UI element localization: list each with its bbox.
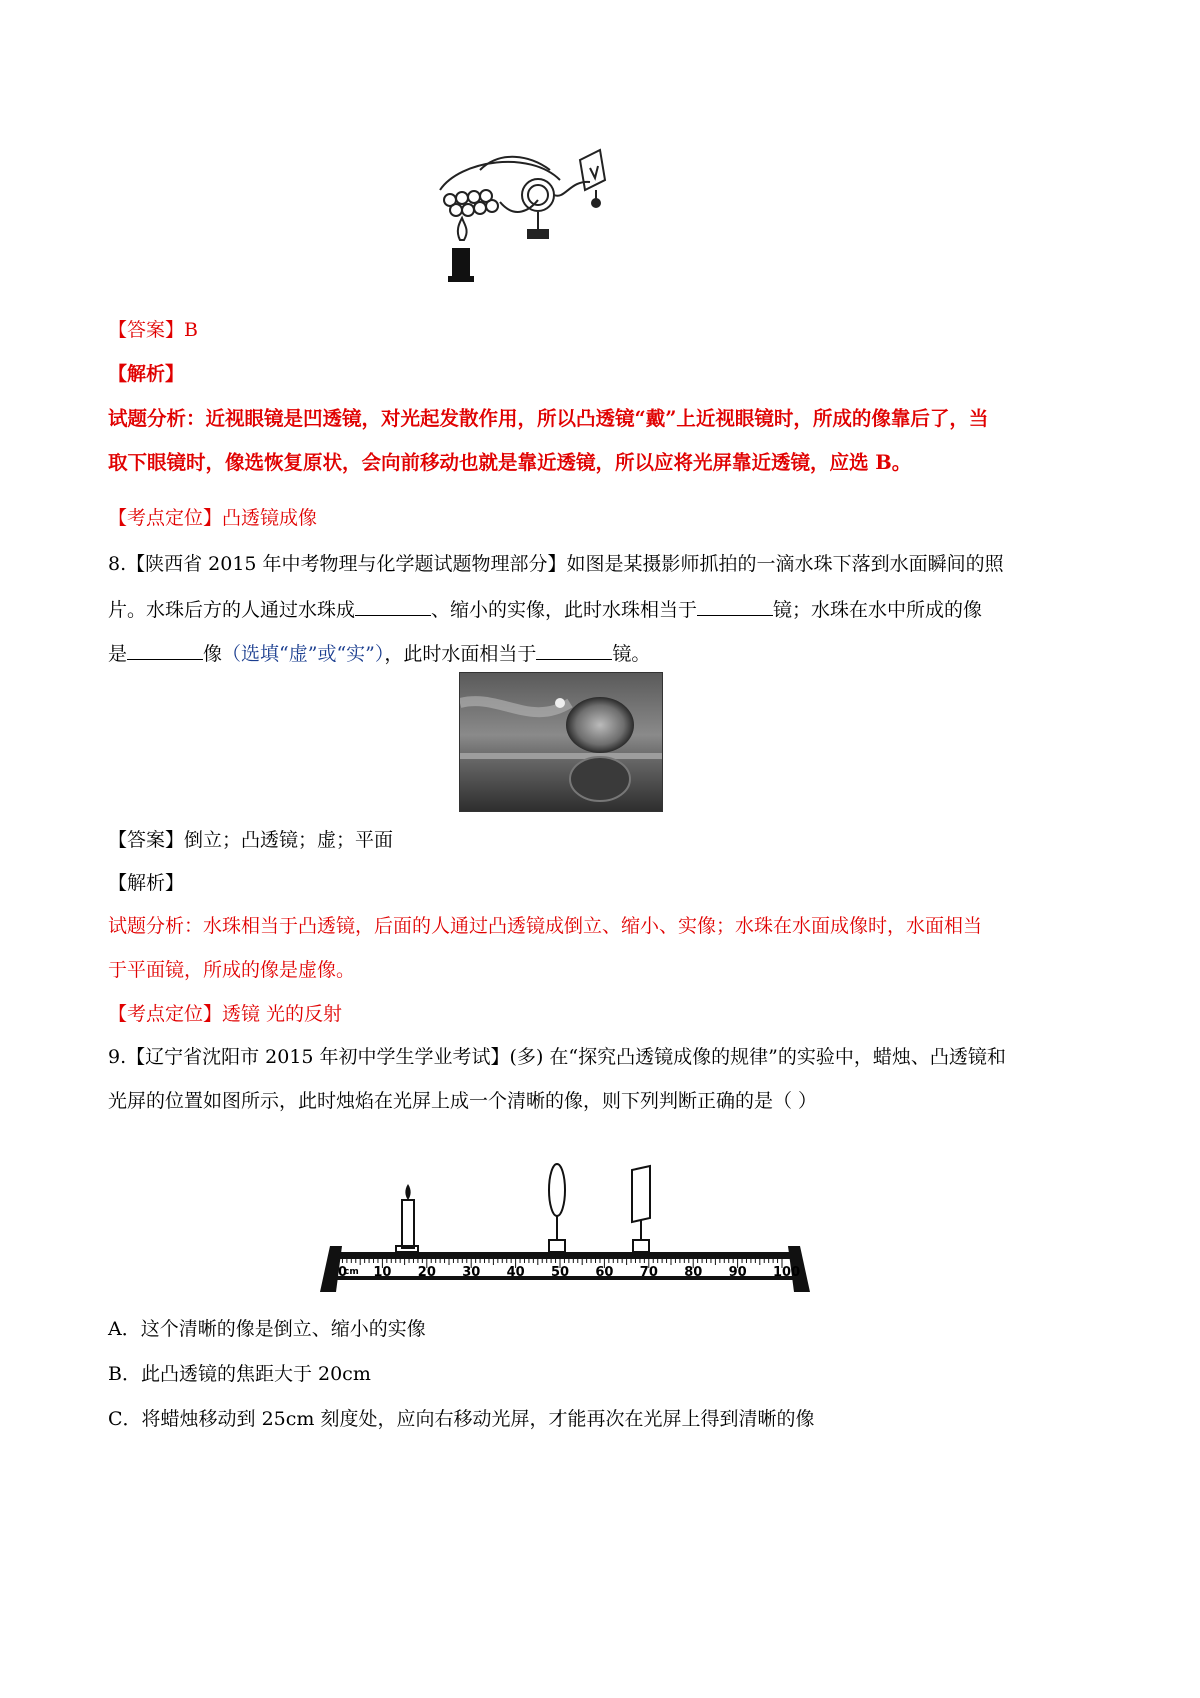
ruler-tick-label: 50	[551, 1265, 570, 1280]
ruler-tick-label: 70	[639, 1265, 658, 1280]
candle	[396, 1184, 418, 1252]
q8-text: 、缩小的实像，此时水珠相当于	[431, 599, 698, 621]
lens-experiment-sketch	[420, 140, 660, 300]
q7-analysis-line-1: 试题分析：近视眼镜是凹透镜，对光起发散作用，所以凸透镜“戴”上近视眼镜时，所成的像靠后了，当	[108, 407, 989, 430]
q8-text: 镜；水珠在水中所成的像	[773, 599, 983, 621]
q9-stem-line-1: 9.【辽宁省沈阳市 2015 年初中学生学业考试】(多) 在“探究凸透镜成像的规律”的实验中，蜡烛、凸透镜和	[108, 1046, 1006, 1068]
convex-lens	[549, 1164, 565, 1252]
q8-text: 是	[108, 643, 128, 665]
ruler-tick-label: 80	[684, 1265, 703, 1280]
optical-bench-diagram	[310, 1160, 820, 1300]
answer-blank	[697, 597, 773, 616]
water-droplet-photo	[459, 672, 663, 812]
q8-stem-line-3	[108, 640, 650, 668]
q8-analysis-line-2: 于平面镜，所成的像是虚像。	[108, 959, 356, 981]
answer-blank	[127, 641, 203, 660]
ruler-unit: cm	[344, 1267, 359, 1277]
q7-analysis-heading: 【解析】	[108, 363, 185, 385]
ruler-tick-label: 60	[595, 1265, 614, 1280]
q8-analysis-heading: 【解析】	[108, 872, 185, 894]
q7-analysis-line-2: 取下眼镜时，像选恢复原状，会向前移动也就是靠近透镜，所以应将光屏靠近透镜，应选 B。	[108, 451, 912, 474]
q9-stem-line-2: 光屏的位置如图所示，此时烛焰在光屏上成一个清晰的像，则下列判断正确的是（ ）	[108, 1090, 818, 1112]
q8-analysis-line-1: 试题分析：水珠相当于凸透镜，后面的人通过凸透镜成倒立、缩小、实像；水珠在水面成像时，水面相当	[108, 915, 983, 937]
q8-answer: 【答案】倒立；凸透镜；虚；平面	[108, 829, 394, 851]
ruler-tick-label: 0	[338, 1265, 348, 1280]
q9-option-a: A．这个清晰的像是倒立、缩小的实像	[108, 1318, 426, 1340]
answer-blank	[536, 641, 612, 660]
ruler-tick-label: 40	[506, 1265, 525, 1280]
ruler-tick-label: 20	[417, 1265, 436, 1280]
q9-option-c: C．将蜡烛移动到 25cm 刻度处，应向右移动光屏，才能再次在光屏上得到清晰的像	[108, 1408, 815, 1430]
answer-blank	[355, 597, 431, 616]
q8-text: 片。水珠后方的人通过水珠成	[108, 599, 356, 621]
q8-kaodian: 【考点定位】透镜 光的反射	[108, 1003, 343, 1025]
q8-text: 像	[203, 643, 223, 665]
q8-hint: （选填“虚”或“实”）	[222, 643, 385, 665]
q8-stem-line-2	[108, 596, 982, 624]
q7-answer: 【答案】B	[108, 319, 198, 341]
ruler-tick-label: 10	[373, 1265, 392, 1280]
q8-text: ，此时水面相当于	[384, 643, 537, 665]
q8-text: 镜。	[612, 643, 651, 665]
light-screen	[632, 1166, 650, 1252]
q7-kaodian: 【考点定位】凸透镜成像	[108, 507, 318, 529]
ruler-tick-label: 30	[462, 1265, 481, 1280]
ruler-tick-label: 90	[728, 1265, 747, 1280]
q8-stem-line-1: 8.【陕西省 2015 年中考物理与化学题试题物理部分】如图是某摄影师抓拍的一滴水珠下落到水面瞬间的照	[108, 553, 1004, 575]
ruler-tick-label: 100	[773, 1265, 801, 1280]
q9-option-b: B．此凸透镜的焦距大于 20cm	[108, 1363, 371, 1385]
